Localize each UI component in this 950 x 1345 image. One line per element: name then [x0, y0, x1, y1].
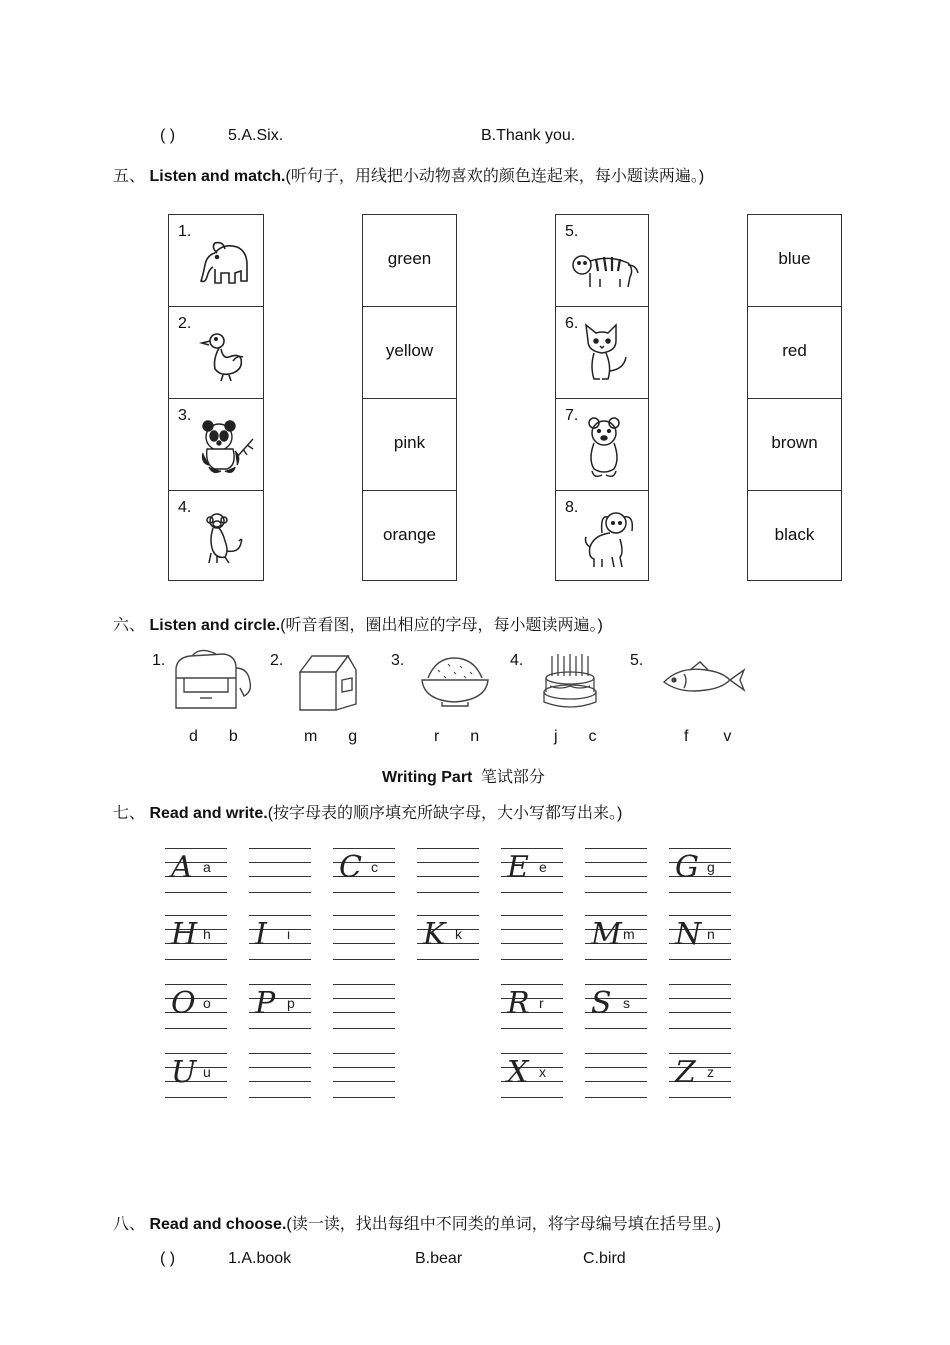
guide-line	[333, 943, 395, 944]
section8-title: Read and choose.	[149, 1216, 287, 1233]
uppercase-letter: E	[507, 850, 528, 885]
guide-line	[669, 1053, 731, 1054]
letter-writing-box[interactable]	[501, 848, 563, 894]
colors-right-column	[747, 214, 842, 581]
letter-writing-box[interactable]	[585, 848, 647, 894]
lowercase-letter: h	[203, 926, 211, 942]
letter-writing-box[interactable]	[165, 1053, 227, 1099]
guide-line	[333, 984, 395, 985]
guide-line	[501, 1028, 563, 1029]
guide-line	[501, 848, 563, 849]
guide-line	[585, 984, 647, 985]
guide-line	[585, 1067, 647, 1068]
color-cell-pink[interactable]	[363, 399, 456, 491]
guide-line	[669, 1097, 731, 1098]
lowercase-letter: n	[707, 926, 715, 942]
uppercase-letter: P	[255, 986, 275, 1021]
circle-item-num-1: 1.	[152, 652, 166, 669]
section5-heading	[113, 163, 704, 186]
color-word: black	[774, 525, 815, 544]
guide-line	[585, 915, 647, 916]
guide-line	[585, 1081, 647, 1082]
q8-1-option-c: C.bird	[583, 1250, 626, 1267]
letter-writing-box[interactable]	[165, 984, 227, 1030]
q5-option-b: B.Thank you.	[481, 127, 576, 144]
color-cell-green[interactable]	[363, 215, 456, 307]
lowercase-letter: g	[707, 859, 715, 875]
letter-writing-box[interactable]	[249, 1053, 311, 1099]
duck-icon	[199, 329, 247, 385]
letter-writing-box[interactable]	[249, 915, 311, 961]
uppercase-letter: G	[675, 850, 698, 885]
color-cell-black[interactable]	[748, 491, 841, 582]
circle-item-letters-4	[554, 728, 596, 746]
guide-line	[333, 1012, 395, 1013]
animals-left-column	[168, 214, 264, 581]
uppercase-letter: K	[423, 917, 445, 952]
animal-num-2: 2.	[178, 315, 192, 332]
dog-icon	[582, 509, 640, 571]
letter-writing-box[interactable]	[501, 1053, 563, 1099]
letter-choice[interactable]: d	[189, 728, 198, 745]
letter-writing-box[interactable]	[669, 984, 731, 1030]
panda-icon	[197, 417, 257, 477]
guide-line	[333, 1028, 395, 1029]
circle-item-num-4: 4.	[510, 652, 524, 669]
fish-icon	[660, 660, 746, 700]
guide-line	[249, 1081, 311, 1082]
section6-note: (听音看图，圈出相应的字母，每小题读两遍。)	[280, 617, 603, 634]
guide-line	[165, 1097, 227, 1098]
lowercase-letter: x	[539, 1064, 546, 1080]
guide-line	[165, 959, 227, 960]
guide-line	[501, 1097, 563, 1098]
guide-line	[249, 959, 311, 960]
letter-writing-box[interactable]	[165, 848, 227, 894]
letter-writing-box[interactable]	[249, 848, 311, 894]
guide-line	[501, 915, 563, 916]
uppercase-letter: U	[171, 1055, 196, 1090]
guide-line	[669, 1028, 731, 1029]
lowercase-letter: s	[623, 995, 630, 1011]
guide-line	[249, 892, 311, 893]
letter-writing-box[interactable]	[333, 848, 395, 894]
lowercase-letter: i	[287, 926, 291, 942]
rice-bowl-icon	[418, 654, 492, 708]
letter-writing-box[interactable]	[165, 915, 227, 961]
letter-writing-box[interactable]	[417, 915, 479, 961]
guide-line	[249, 862, 311, 863]
letter-writing-box[interactable]	[333, 984, 395, 1030]
uppercase-letter: O	[171, 986, 195, 1021]
circle-item-num-5: 5.	[630, 652, 644, 669]
guide-line	[669, 1012, 731, 1013]
animal-cell-8[interactable]	[556, 491, 648, 582]
guide-line	[333, 998, 395, 999]
uppercase-letter: R	[507, 986, 529, 1021]
writing-part-title	[382, 764, 545, 787]
lowercase-letter: o	[203, 995, 211, 1011]
letter-writing-box[interactable]	[501, 915, 563, 961]
guide-line	[333, 959, 395, 960]
section7-heading	[113, 800, 622, 823]
section5-note: (听句子，用线把小动物喜欢的颜色连起来，每小题读两遍。)	[285, 168, 705, 185]
color-cell-red[interactable]	[748, 307, 841, 399]
guide-line	[333, 848, 395, 849]
q5-option-a: 5.A.Six.	[228, 127, 284, 144]
letter-writing-box[interactable]	[669, 1053, 731, 1099]
animal-num-6: 6.	[565, 315, 579, 332]
letter-writing-box[interactable]	[585, 915, 647, 961]
circle-item-num-3: 3.	[391, 652, 405, 669]
guide-line	[669, 984, 731, 985]
circle-item-letters-3	[434, 728, 479, 746]
lowercase-letter: z	[707, 1064, 714, 1080]
colors-left-column	[362, 214, 457, 581]
writing-part-label: Writing Part	[382, 769, 473, 786]
guide-line	[333, 929, 395, 930]
animal-cell-3[interactable]	[169, 399, 263, 491]
guide-line	[585, 876, 647, 877]
guide-line	[669, 848, 731, 849]
lowercase-letter: r	[539, 995, 544, 1011]
guide-line	[165, 915, 227, 916]
birthday-cake-icon	[540, 652, 600, 712]
color-cell-blue[interactable]	[748, 215, 841, 307]
elephant-icon	[195, 235, 251, 291]
guide-line	[417, 876, 479, 877]
guide-line	[585, 1053, 647, 1054]
section6-title: Listen and circle.	[149, 617, 281, 634]
animal-cell-2[interactable]	[169, 307, 263, 399]
guide-line	[165, 984, 227, 985]
writing-part-subtitle: 笔试部分	[480, 769, 545, 786]
guide-line	[417, 892, 479, 893]
color-word: blue	[778, 249, 811, 268]
guide-line	[333, 1067, 395, 1068]
guide-line	[501, 984, 563, 985]
letter-writing-box[interactable]	[333, 1053, 395, 1099]
uppercase-letter: Z	[675, 1055, 695, 1090]
uppercase-letter: I	[255, 917, 266, 952]
color-word: pink	[393, 433, 426, 452]
section6-prefix: 六、	[113, 617, 146, 634]
color-word: red	[782, 341, 807, 360]
uppercase-letter: C	[339, 850, 361, 885]
letter-choice[interactable]: f	[684, 728, 689, 745]
animal-cell-6[interactable]	[556, 307, 648, 399]
guide-line	[249, 1028, 311, 1029]
bear-icon	[584, 415, 628, 481]
section8-note: (读一读，找出每组中不同类的单词，将字母编号填在括号里。)	[286, 1216, 722, 1233]
guide-line	[249, 848, 311, 849]
circle-item-letters-5	[684, 728, 731, 746]
guide-line	[333, 915, 395, 916]
q5-paren[interactable]: ( )	[160, 127, 176, 144]
guide-line	[417, 915, 479, 916]
guide-line	[417, 862, 479, 863]
lowercase-letter: e	[539, 859, 547, 875]
uppercase-letter: H	[171, 917, 197, 952]
animals-right-column	[555, 214, 649, 581]
milk-carton-icon	[296, 652, 360, 714]
guide-line	[249, 1097, 311, 1098]
color-cell-yellow[interactable]	[363, 307, 456, 399]
color-cell-orange[interactable]	[363, 491, 456, 582]
letter-writing-box[interactable]	[249, 984, 311, 1030]
letter-writing-box[interactable]	[333, 915, 395, 961]
letter-choice[interactable]: r	[434, 728, 440, 745]
guide-line	[585, 959, 647, 960]
letter-choice[interactable]: v	[723, 728, 732, 745]
color-cell-brown[interactable]	[748, 399, 841, 491]
guide-line	[501, 892, 563, 893]
lowercase-letter: a	[203, 859, 211, 875]
lowercase-letter: m	[623, 926, 635, 942]
animal-num-7: 7.	[565, 407, 579, 424]
letter-choice[interactable]: j	[554, 728, 558, 745]
guide-line	[501, 929, 563, 930]
guide-line	[333, 1053, 395, 1054]
guide-line	[165, 1028, 227, 1029]
color-word: brown	[771, 433, 818, 452]
letter-choice[interactable]: c	[588, 728, 597, 745]
guide-line	[165, 892, 227, 893]
q8-1-paren[interactable]: ( )	[160, 1250, 176, 1267]
guide-line	[585, 1028, 647, 1029]
section8-prefix: 八、	[113, 1216, 146, 1233]
animal-cell-4[interactable]	[169, 491, 263, 582]
animal-num-8: 8.	[565, 499, 579, 516]
animal-cell-5[interactable]	[556, 215, 648, 307]
section7-title: Read and write.	[149, 805, 268, 822]
lowercase-letter: c	[371, 859, 378, 875]
guide-line	[249, 984, 311, 985]
guide-line	[669, 915, 731, 916]
section7-prefix: 七、	[113, 805, 146, 822]
letter-writing-box[interactable]	[585, 984, 647, 1030]
guide-line	[417, 959, 479, 960]
uppercase-letter: X	[507, 1055, 528, 1090]
section6-heading	[113, 612, 603, 635]
guide-line	[165, 1053, 227, 1054]
guide-line	[501, 1053, 563, 1054]
animal-num-1: 1.	[178, 223, 192, 240]
uppercase-letter: N	[675, 917, 701, 952]
guide-line	[585, 848, 647, 849]
letter-choice[interactable]: n	[470, 728, 480, 745]
guide-line	[501, 943, 563, 944]
section5-prefix: 五、	[113, 168, 146, 185]
letter-writing-box[interactable]	[669, 848, 731, 894]
guide-line	[585, 892, 647, 893]
guide-line	[249, 915, 311, 916]
guide-line	[333, 1081, 395, 1082]
q8-1-option-b: B.bear	[415, 1250, 463, 1267]
lowercase-letter: u	[203, 1064, 211, 1080]
letter-writing-box[interactable]	[585, 1053, 647, 1099]
letter-choice[interactable]: m	[304, 728, 318, 745]
schoolbag-icon	[170, 648, 254, 714]
lowercase-letter: p	[287, 995, 295, 1011]
guide-line	[249, 876, 311, 877]
monkey-icon	[203, 511, 251, 567]
cat-icon	[582, 321, 632, 387]
color-word: orange	[383, 525, 436, 544]
color-word: yellow	[385, 341, 434, 360]
guide-line	[417, 848, 479, 849]
guide-line	[585, 862, 647, 863]
guide-line	[249, 1067, 311, 1068]
uppercase-letter: M	[591, 917, 621, 952]
guide-line	[669, 998, 731, 999]
section7-note: (按字母表的顺序填充所缺字母，大小写都写出来。)	[267, 805, 623, 822]
color-word: green	[387, 249, 432, 268]
animal-cell-1[interactable]	[169, 215, 263, 307]
letter-choice[interactable]: g	[348, 728, 358, 745]
guide-line	[249, 1053, 311, 1054]
circle-item-letters-1	[189, 728, 238, 746]
letter-writing-box[interactable]	[669, 915, 731, 961]
letter-writing-box[interactable]	[417, 848, 479, 894]
letter-choice[interactable]: b	[228, 728, 238, 745]
animal-num-4: 4.	[178, 499, 192, 516]
q8-1-option-a: 1.A.book	[228, 1250, 292, 1267]
lowercase-letter: k	[455, 926, 462, 942]
uppercase-letter: S	[591, 986, 611, 1021]
animal-num-3: 3.	[178, 407, 192, 424]
circle-item-letters-2	[304, 728, 357, 746]
guide-line	[165, 848, 227, 849]
guide-line	[333, 892, 395, 893]
guide-line	[669, 959, 731, 960]
guide-line	[501, 959, 563, 960]
uppercase-letter: A	[171, 850, 192, 885]
section8-heading	[113, 1211, 721, 1234]
guide-line	[669, 892, 731, 893]
section5-title: Listen and match.	[149, 168, 286, 185]
letter-writing-box[interactable]	[501, 984, 563, 1030]
tiger-icon	[570, 249, 640, 293]
circle-item-num-2: 2.	[270, 652, 284, 669]
guide-line	[333, 1097, 395, 1098]
guide-line	[585, 1097, 647, 1098]
animal-num-5: 5.	[565, 223, 579, 240]
animal-cell-7[interactable]	[556, 399, 648, 491]
